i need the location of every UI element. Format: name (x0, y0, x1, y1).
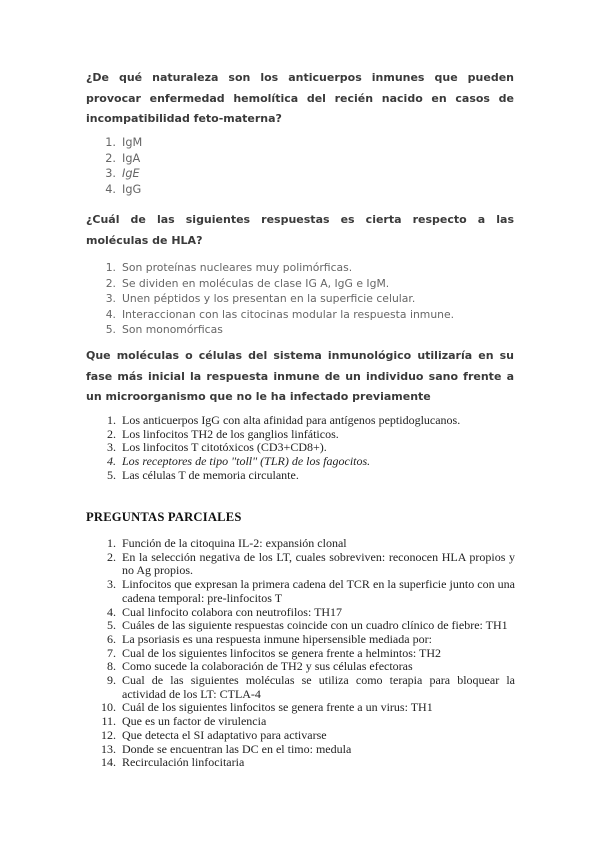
option-item (107, 440, 460, 455)
item-number: 3. (107, 577, 116, 592)
list-item (101, 741, 515, 757)
item-number: 5. (107, 618, 116, 633)
question-2: ¿Cuál de las siguientes respuestas es cierta respecto a las moléculas de HLA? (86, 213, 514, 247)
item-text: La psoriasis es una respuesta inmune hipersensible mediada por: (122, 631, 432, 646)
option-number: 5. (107, 467, 116, 482)
list-item (107, 549, 515, 578)
parciales-list (101, 536, 515, 770)
option-item (105, 151, 142, 167)
option-text: IgG (122, 182, 142, 196)
option-text: Los anticuerpos IgG con alta afinidad para antígenos peptidoglucanos. (122, 413, 461, 427)
option-item (105, 276, 454, 292)
option-text: IgA (122, 151, 141, 165)
item-text: En la selección negativa de los LT, cuales sobreviven: reconocen HLA propios y no Ag propios. (122, 549, 515, 578)
item-number: 9. (107, 673, 116, 688)
option-text: Son proteínas nucleares muy polimórficas. (122, 261, 353, 274)
list-item (107, 604, 515, 620)
item-text: Recirculación linfocitaria (122, 755, 245, 770)
list-item (101, 700, 515, 715)
question-1-options (105, 135, 143, 197)
item-number: 10. (101, 700, 116, 715)
item-number: 4. (107, 604, 116, 619)
item-number: 1. (107, 536, 116, 550)
option-text: Se dividen en moléculas de clase IG A, IgG e IgM. (122, 276, 390, 290)
option-number: 1. (105, 261, 116, 274)
item-number: 2. (107, 549, 116, 564)
question-1: ¿De qué naturaleza son los anticuerpos inmunes que pueden provocar enfermedad hemolítica del recién nacido en casos de incompatibilidad feto-materna? (86, 71, 514, 125)
list-item (107, 631, 515, 647)
item-number: 7. (107, 645, 116, 660)
option-number: 2. (105, 151, 116, 165)
option-text: Los receptores de tipo "toll" (TLR) de los fagocitos. (122, 454, 371, 469)
item-number: 13. (101, 741, 116, 756)
option-number: 3. (105, 292, 116, 305)
option-item (107, 426, 460, 442)
option-number: 2. (107, 426, 116, 441)
option-item (107, 413, 461, 428)
list-item (101, 755, 515, 770)
item-text: Como sucede la colaboración de TH2 y sus células efectoras (122, 659, 413, 674)
list-item (107, 659, 515, 674)
option-item (105, 135, 143, 151)
option-item (105, 322, 454, 338)
item-number: 8. (107, 659, 116, 674)
item-number: 6. (107, 631, 116, 646)
item-text: Cual de las siguientes moléculas se utiliza como terapia para bloquear la actividad de los LT: CTLA-4 (122, 673, 515, 701)
list-item (107, 673, 515, 701)
option-number: 5. (105, 323, 116, 336)
option-text: Los linfocitos T citotóxicos (CD3+CD8+). (122, 440, 327, 455)
item-text: Cual de los siguientes linfocitos se genera frente a helmintos: TH2 (122, 645, 442, 660)
section-heading: PREGUNTAS PARCIALES (86, 510, 242, 524)
item-text: Cuál de los siguientes linfocitos se genera frente a un virus: TH1 (122, 700, 433, 715)
item-text: Que detecta el SI adaptativo para activarse (122, 727, 327, 742)
item-number: 11. (101, 714, 116, 729)
option-number: 3. (107, 440, 116, 455)
item-text: Linfocitos que expresan la primera cadena del TCR en la superficie junto con una cadena temporal: pre-linfocitos T (122, 577, 515, 605)
list-item (107, 536, 515, 551)
option-item (105, 182, 142, 198)
item-text: Donde se encuentran las DC en el timo: medula (122, 741, 352, 756)
option-text: Los linfocitos TH2 de los ganglios linfáticos. (122, 426, 339, 441)
option-item (105, 260, 454, 276)
list-item (101, 727, 515, 743)
item-text: Cuáles de las siguiente respuestas coincide con un cuadro clínico de fiebre: TH1 (122, 618, 508, 633)
option-text: Son monomórficas (122, 323, 223, 336)
option-number: 4. (105, 307, 116, 321)
option-item (107, 467, 460, 483)
option-number: 4. (105, 182, 116, 196)
option-item-correct (105, 166, 142, 182)
option-text: IgE (122, 167, 140, 181)
option-text: IgM (122, 136, 143, 149)
list-item (107, 618, 515, 633)
item-text: Función de la citoquina IL-2: expansión clonal (122, 536, 347, 550)
list-item (101, 714, 515, 729)
item-text: Cual linfocito colabora con neutrofilos: TH17 (122, 604, 343, 619)
option-item-correct (107, 454, 460, 469)
item-number: 14. (101, 755, 116, 770)
option-item (105, 291, 454, 307)
option-text: Interaccionan con las citocinas modular la respuesta inmune. (122, 307, 455, 321)
option-number: 1. (105, 136, 116, 149)
list-item (107, 577, 515, 605)
option-number: 4. (107, 454, 116, 469)
item-text: Que es un factor de virulencia (122, 714, 267, 729)
option-text: Las células T de memoria circulante. (122, 467, 299, 482)
item-number: 12. (101, 727, 116, 742)
option-text: Unen péptidos y los presentan en la superficie celular. (122, 292, 416, 305)
question-2-options (105, 260, 455, 338)
list-item (107, 645, 515, 661)
option-number: 1. (107, 413, 116, 427)
option-number: 2. (105, 276, 116, 290)
question-3-options (107, 413, 461, 483)
question-3: Que moléculas o células del sistema inmunológico utilizaría en su fase más inicial la respuesta inmune de un individuo sano frente a un microorganismo que no le ha infectado previamente (86, 349, 514, 403)
option-number: 3. (105, 167, 116, 181)
option-item (105, 307, 455, 323)
